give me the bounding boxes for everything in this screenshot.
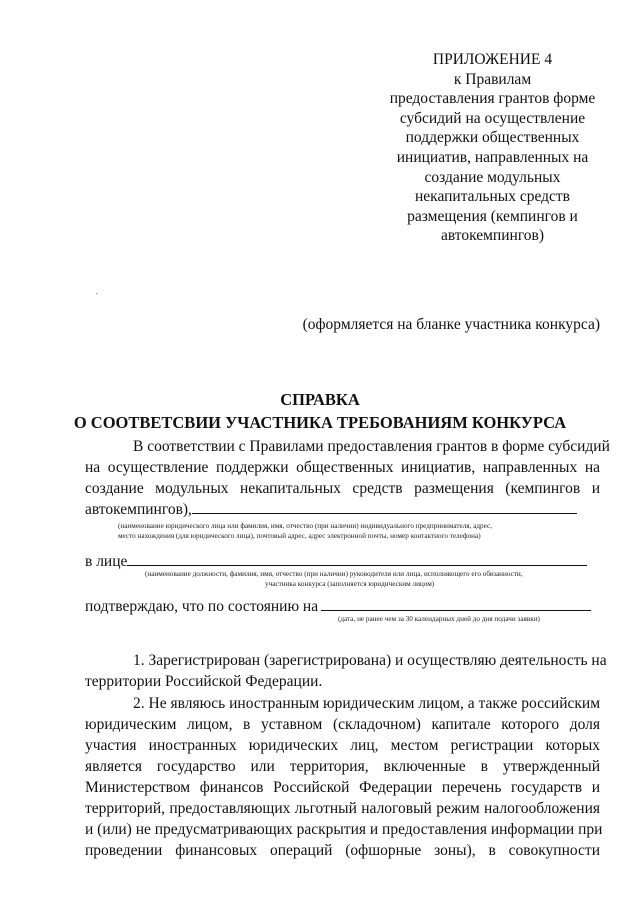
item-line: участия иностранных юридических лиц, местом регистрации которых <box>85 737 600 754</box>
caption-line: участника конкурса (заполняется юридическим лицом) <box>265 580 435 588</box>
representative-label: в лице <box>85 553 128 570</box>
caption-line: место нахождения (для юридического лица), почтовый адрес, адрес электронной почты, номер контактного телефона) <box>118 532 481 540</box>
item-line: проведении финансовых операций (офшорные зоны), в совокупности <box>85 842 600 859</box>
appendix-line: автокемпингов) <box>440 227 545 245</box>
item-line: территорий, предоставляющих льготный налоговый режим налогообложения <box>85 800 600 817</box>
item-line: юридическим лицом, в уставном (складочном) капитале которого доля <box>85 716 600 733</box>
document-title: СПРАВКА <box>280 390 360 409</box>
appendix-line: предоставления грантов форме <box>389 90 596 108</box>
date-field[interactable] <box>321 596 591 611</box>
date-row <box>85 596 591 616</box>
item-line: территории Российской Федерации. <box>85 673 323 690</box>
representative-caption <box>145 569 523 589</box>
representative-row <box>85 551 587 571</box>
appendix-line: размещения (кемпингов и <box>407 207 578 225</box>
caption-line: (наименование юридического лица или фамилия, имя, отчество (при наличии) индивидуального предпринимателя, адрес, <box>118 522 493 530</box>
date-label: подтверждаю, что по состоянию на <box>85 598 319 615</box>
appendix-line: некапитальных средств <box>414 188 570 206</box>
item-1 <box>85 650 607 692</box>
item-line: Министерством финансов Российской Федерации перечень государств и <box>85 779 600 796</box>
appendix-header <box>375 50 610 246</box>
intro-line: В соответствии с Правилами предоставления грантов в форме субсидий <box>133 438 610 455</box>
appendix-line: инициатив, направленных на <box>396 148 589 166</box>
intro-paragraph <box>85 436 610 499</box>
applicant-caption <box>118 521 492 541</box>
item-line: и (или) не предусматривающих раскрытия и предоставления информации при <box>85 821 603 838</box>
intro-line-last: автокемпингов), <box>85 501 192 518</box>
representative-field[interactable] <box>127 551 587 566</box>
intro-line: на осуществление поддержки общественных инициатив, направленных на <box>85 459 600 476</box>
intro-line: создание модульных некапитальных средств размещения (кемпингов и <box>85 480 600 497</box>
item-line: 2. Не являюсь иностранным юридическим лицом, а также российским <box>133 695 600 712</box>
appendix-line: создание модульных <box>424 168 561 186</box>
document-subtitle: О СООТВЕТСВИИ УЧАСТНИКА ТРЕБОВАНИЯМ КОНКУРСА <box>73 413 567 432</box>
caption-line: (наименование должности, фамилия, имя, отчество (при наличии) руководителя или лица, исполняющего его обязанности, <box>145 570 523 578</box>
appendix-line: поддержки общественных <box>405 129 580 147</box>
scan-speck <box>96 293 97 294</box>
appendix-line: к Правилам <box>453 70 532 88</box>
item-line: 1. Зарегистрирован (зарегистрирована) и осуществляю деятельность на <box>133 652 607 669</box>
applicant-row <box>85 499 577 519</box>
letterhead-note: (оформляется на бланке участника конкурса) <box>302 316 600 333</box>
item-2 <box>85 693 603 861</box>
applicant-name-field[interactable] <box>192 499 577 514</box>
appendix-line: субсидий на осуществление <box>399 109 586 127</box>
item-line: является государство или территория, включенные в утвержденный <box>85 758 600 775</box>
date-caption: (дата, не ранее чем за 30 календарных дней до дня подачи заявки) <box>338 615 540 623</box>
appendix-line: ПРИЛОЖЕНИЕ 4 <box>432 51 553 68</box>
